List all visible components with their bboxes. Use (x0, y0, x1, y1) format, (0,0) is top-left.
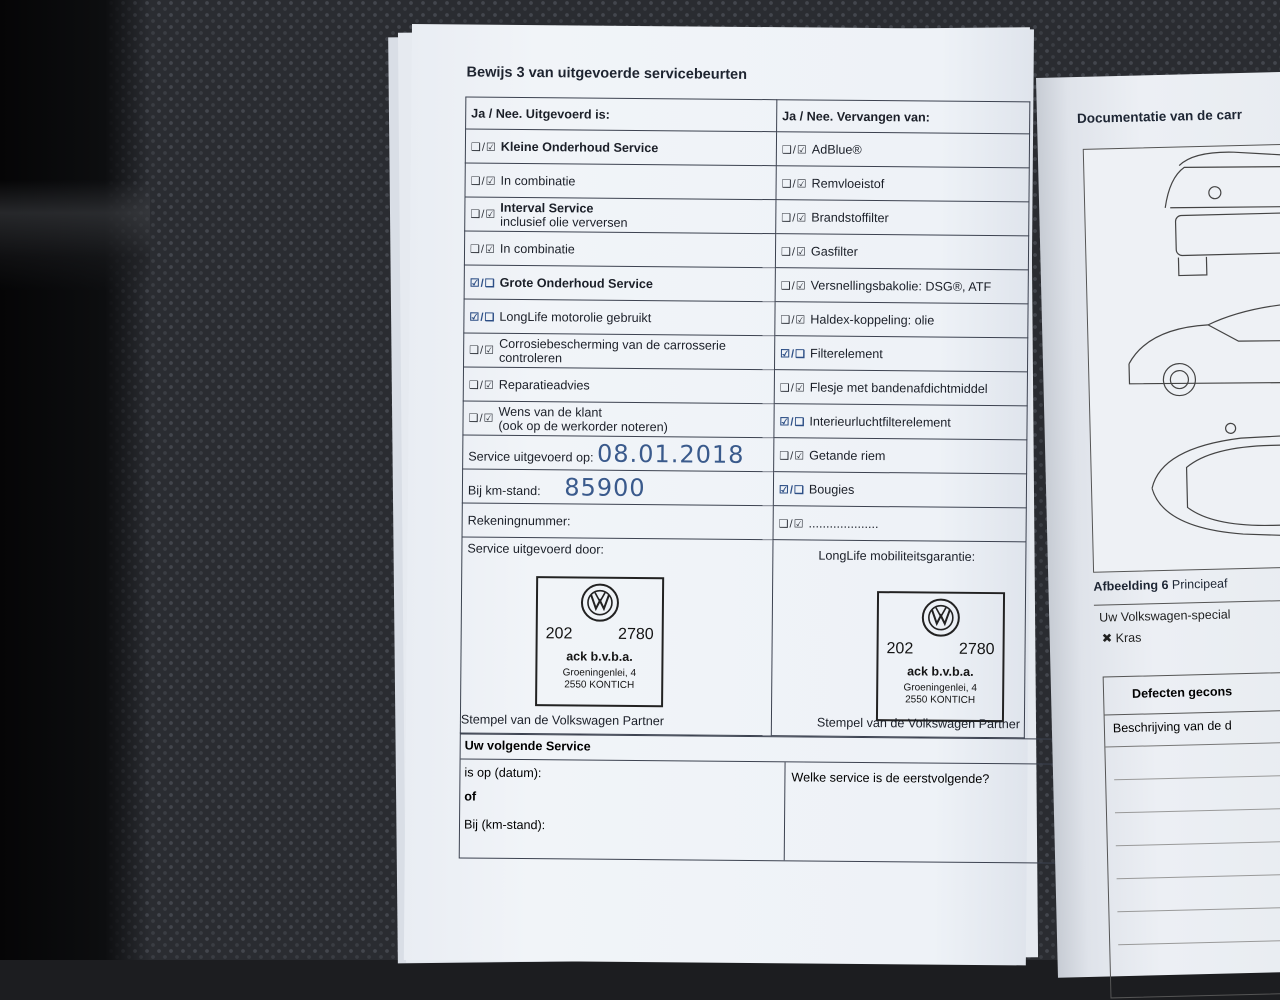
row-label: Kleine Onderhoud Service (500, 139, 659, 155)
col-right-header: Ja / Nee. Vervangen van: (777, 100, 1030, 134)
service-date-label: Service uitgevoerd op: (468, 449, 594, 465)
stamp-city: 2550 KONTICH (905, 694, 976, 706)
checkbox-pair[interactable]: ❑ / ☑ (470, 141, 495, 154)
table-row (464, 231, 1028, 270)
checkbox-pair[interactable]: ❑ / ☑ (781, 211, 806, 224)
stamp-city: 2550 KONTICH (564, 679, 635, 691)
longlife-label: LongLife mobiliteitsgarantie: (818, 548, 976, 564)
table-row (1116, 841, 1280, 879)
vw-logo-icon (581, 583, 619, 621)
row-label: Getande riem (809, 447, 886, 463)
dark-left-area (0, 0, 150, 960)
row-label: In combinatie (500, 173, 576, 188)
stamp-row (460, 537, 1026, 738)
row-label: Filterelement (809, 345, 883, 361)
row-label: Reparatieadvies (498, 377, 590, 393)
table-row (464, 265, 1028, 304)
checkbox-pair[interactable]: ❑ / ☑ (469, 243, 494, 256)
stamp-code-left: 202 (886, 640, 914, 658)
kras-label: Kras (1115, 630, 1142, 646)
car-outline-diagram (1084, 144, 1280, 571)
light-glare (0, 180, 150, 290)
checkbox-pair[interactable]: ❑ / ☑ (780, 279, 805, 292)
table-row (463, 401, 1027, 440)
next-date-label: is op (datum): (464, 765, 542, 781)
checkbox-pair[interactable]: ❑ / ☑ (778, 517, 803, 530)
defects-table (1103, 671, 1280, 998)
booklet-right-page (1036, 72, 1280, 978)
checkbox-pair[interactable]: ❑ / ☑ (781, 143, 806, 156)
row-label: LongLife motorolie gebruikt (499, 309, 652, 325)
stamp-code-right: 2780 (958, 640, 995, 659)
row-label: In combinatie (499, 241, 575, 256)
invoice-label: Rekeningnummer: (462, 503, 773, 540)
checkbox-pair-checked[interactable]: ☑ / ❑ (779, 415, 804, 428)
checkbox-pair[interactable]: ❑ / ☑ (779, 449, 804, 462)
kras-legend (1102, 630, 1142, 646)
table-row (465, 163, 1029, 202)
row-label: Remvloeistof (811, 175, 885, 191)
table-row (464, 299, 1028, 338)
table-row (464, 333, 1028, 372)
next-which-label: Welke service is de eerstvolgende? (791, 770, 990, 787)
row-label: Interval Service (500, 200, 594, 216)
cross-icon: ✖ (1101, 631, 1113, 646)
row-label: Flesje met bandenafdichtmiddel (809, 379, 988, 396)
stamp-caption: Stempel van de Volkswagen Partner (460, 712, 665, 729)
checkbox-pair-checked[interactable]: ☑ / ❑ (780, 347, 805, 360)
checkbox-pair-checked[interactable]: ☑ / ❑ (778, 483, 803, 496)
km-label: Bij km-stand: (467, 483, 541, 498)
description-label: Beschrijving van de d (1105, 710, 1280, 747)
service-form (459, 96, 1031, 863)
checkbox-pair[interactable]: ❑ / ☑ (468, 412, 493, 425)
next-or-label: of (464, 789, 477, 804)
table-row (1117, 907, 1280, 945)
row-label: Gasfilter (810, 243, 858, 259)
next-km-label: Bij (km-stand): (463, 817, 546, 833)
row-label: Bougies (808, 481, 855, 497)
checkbox-pair[interactable]: ❑ / ☑ (470, 208, 495, 221)
table-row (1113, 742, 1280, 780)
checkbox-pair[interactable]: ❑ / ☑ (780, 245, 805, 258)
row-label: AdBlue® (811, 141, 862, 157)
next-service-box (459, 733, 1100, 864)
service-table (460, 96, 1031, 738)
done-by-label: Service uitgevoerd door: (467, 541, 604, 557)
row-sublabel: controleren (498, 350, 563, 365)
page-title: Bewijs 3 van uitgevoerde servicebeurten (466, 64, 748, 83)
figure-caption (1093, 576, 1227, 593)
checkbox-pair[interactable]: ❑ / ☑ (779, 381, 804, 394)
row-label: Brandstoffilter (811, 209, 889, 225)
divider (1094, 599, 1280, 605)
table-row (462, 503, 1026, 542)
stamp-code-right: 2780 (618, 625, 654, 644)
table-header-row (466, 97, 1030, 134)
checkbox-pair[interactable]: ❑ / ☑ (780, 313, 805, 326)
dealer-stamp (876, 591, 1005, 722)
right-page-title: Documentatie van de carr (1076, 106, 1243, 127)
next-service-header: Uw volgende Service (461, 734, 1099, 765)
col-left-header: Ja / Nee. Uitgevoerd is: (466, 97, 777, 132)
specialist-label: Uw Volkswagen-special (1099, 607, 1231, 625)
stamp-caption: Stempel van de Volkswagen Partner (816, 715, 1021, 732)
booklet-left-page (404, 24, 1034, 965)
row-label: Versnellingsbakolie: DSG®, ATF (810, 277, 992, 294)
dealer-stamp (535, 576, 664, 707)
vw-logo-icon (922, 598, 960, 636)
row-sublabel: inclusief olie verversen (500, 214, 628, 230)
table-row (1117, 874, 1280, 912)
checkbox-pair[interactable]: ❑ / ☑ (470, 175, 495, 188)
row-label: Corrosiebescherming van de carrosserie (499, 336, 726, 353)
stamp-street: Groeningenlei, 4 (562, 667, 637, 679)
row-label: Interieurluchtfilterelement (809, 413, 951, 430)
checkbox-pair[interactable]: ❑ / ☑ (468, 379, 493, 392)
row-label: Haldex-koppeling: olie (810, 311, 935, 328)
figure-number: Afbeelding 6 (1093, 577, 1169, 594)
checkbox-pair[interactable]: ❑ / ☑ (781, 177, 806, 190)
stamp-company: ack b.v.b.a. (566, 649, 633, 664)
km-handwritten: 85900 (564, 472, 646, 502)
stamp-street: Groeningenlei, 4 (903, 682, 977, 694)
checkbox-pair-checked[interactable]: ☑ / ❑ (469, 277, 494, 290)
service-date-handwritten: 08.01.2018 (596, 439, 745, 469)
row-sublabel: (ook op de werkorder noteren) (498, 418, 668, 434)
defects-header: Defecten gecons (1104, 672, 1280, 715)
blank-line: .................... (808, 515, 879, 531)
checkbox-pair-checked[interactable]: ☑ / ❑ (469, 311, 494, 324)
stamp-company: ack b.v.b.a. (907, 664, 974, 679)
row-label: Wens van de klant (498, 404, 602, 420)
car-diagram-box (1083, 143, 1280, 572)
table-row (463, 435, 1027, 474)
table-row (1115, 808, 1280, 846)
stamp-code-left: 202 (545, 625, 573, 643)
table-row (465, 197, 1029, 236)
table-row (463, 367, 1027, 406)
table-row (465, 129, 1029, 168)
figure-caption-text: Principeaf (1171, 576, 1228, 592)
table-row (462, 469, 1026, 508)
checkbox-pair[interactable]: ❑ / ☑ (469, 344, 494, 357)
row-label: Grote Onderhoud Service (499, 275, 653, 291)
table-row (1114, 775, 1280, 813)
